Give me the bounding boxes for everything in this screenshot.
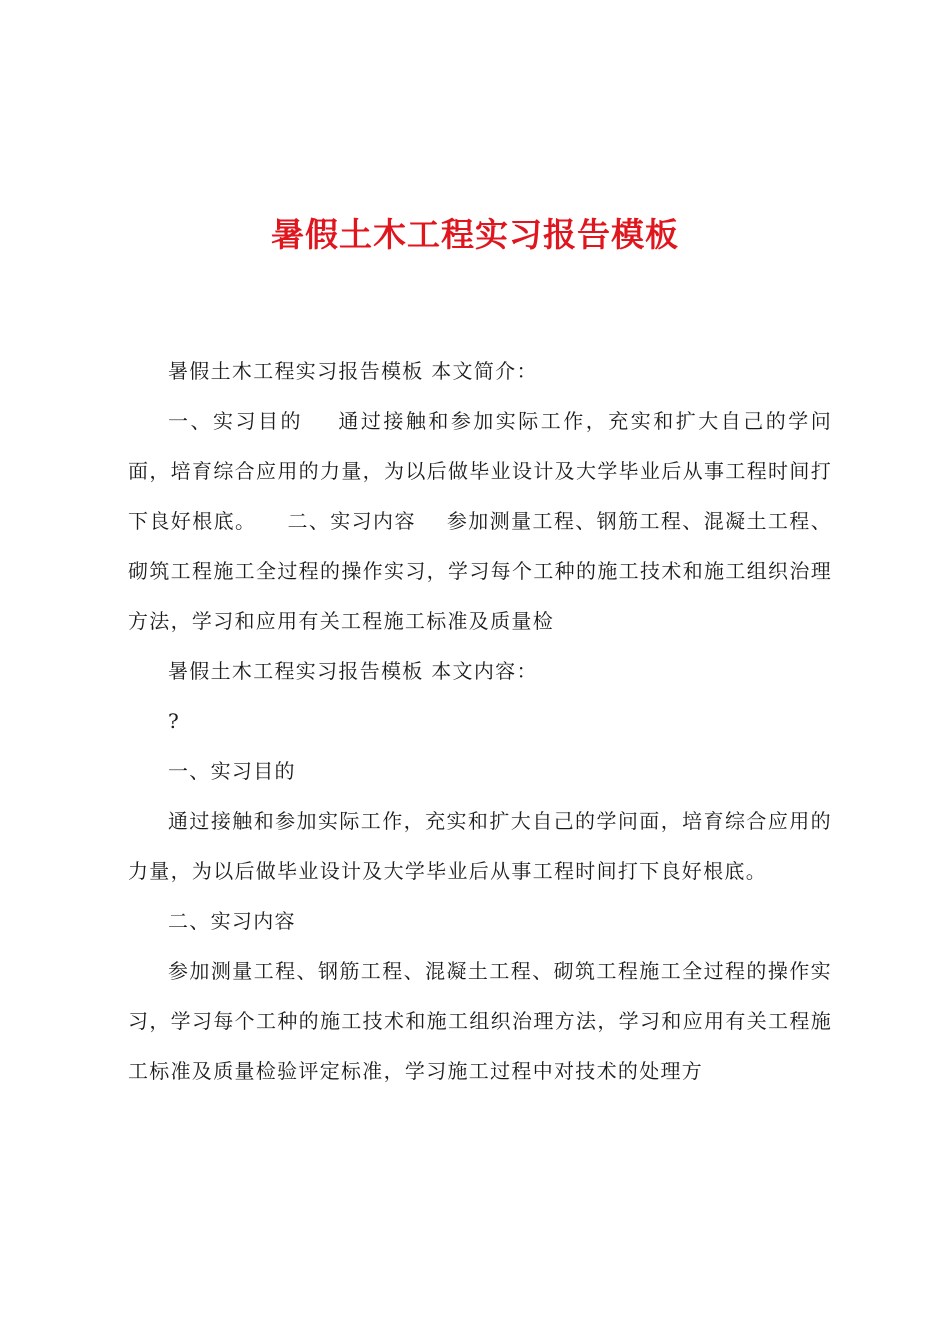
question-mark-line: ? <box>168 709 181 733</box>
purpose-paragraph: 通过接触和参加实际工作，充实和扩大自己的学问面，培育综合应用的力量，为以后做毕业设计及大学毕业后从事工程时间打下良好根底。 <box>128 809 832 883</box>
summary-paragraph: 一、实习目的 通过接触和参加实际工作，充实和扩大自己的学问面，培育综合应用的力量，为以后做毕业设计及大学毕业后从事工程时间打下良好根底。 二、实习内容 参加测量工程、钢筋工程、混凝土工程、砌筑工程施工全过程的操作实习，学习每个工种的施工技术和施工组织治理方法，学习和应用有关工程施工标准及质量检 <box>128 409 832 633</box>
section-heading-content: 二、实习内容 <box>168 909 296 933</box>
section-heading-purpose: 一、实习目的 <box>168 759 296 783</box>
content-heading: 暑假土木工程实习报告模板 本文内容： <box>168 659 538 683</box>
document-body <box>128 346 832 1096</box>
content-paragraph: 参加测量工程、钢筋工程、混凝土工程、砌筑工程施工全过程的操作实习，学习每个工种的施工技术和施工组织治理方法，学习和应用有关工程施工标准及质量检验评定标准，学习施工过程中对技术的处理方 <box>128 959 832 1083</box>
intro-line: 暑假土木工程实习报告模板 本文简介： <box>168 359 538 383</box>
document-title: 暑假土木工程实习报告模板 <box>271 215 679 254</box>
